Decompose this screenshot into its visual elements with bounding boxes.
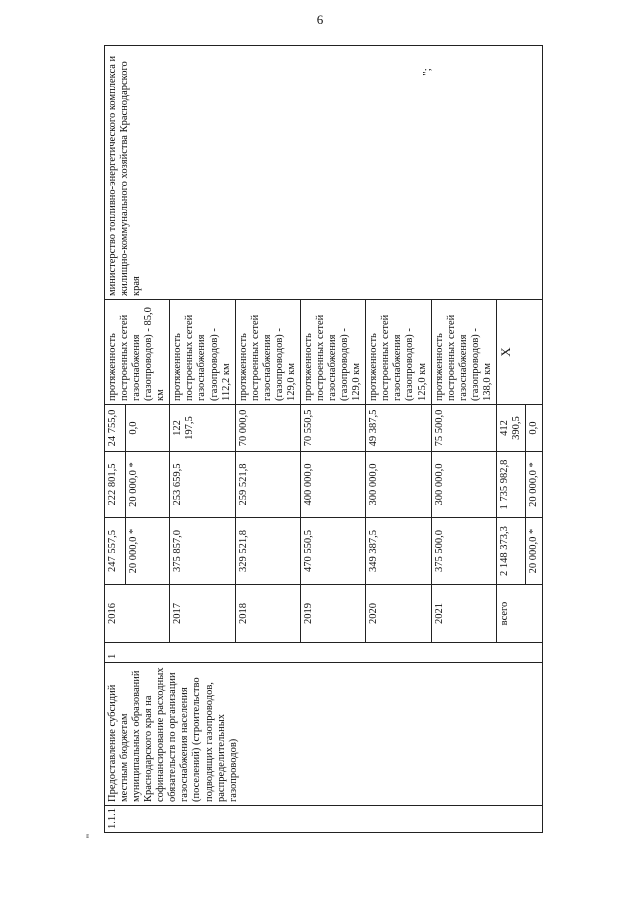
total-cell: 2 148 373,3 — [496, 518, 525, 585]
total-cell: 247 557,5 — [105, 518, 126, 585]
regional-cell: 1 735 982,8 — [496, 452, 525, 518]
status-cell: 1 — [105, 643, 543, 663]
year-cell: 2020 — [366, 585, 431, 643]
regional-cell: 300 000,0 — [366, 452, 431, 518]
result-cell: протяженность построенных сетей газоснабжения (газопроводов) - 112,2 км — [170, 300, 235, 405]
regional-cell: 400 000,0 — [300, 452, 365, 518]
local-cell: 24 755,0 — [105, 405, 126, 452]
page-number: 6 — [316, 12, 324, 27]
regional-cell: 253 659,5 — [170, 452, 235, 518]
year-cell: 2017 — [170, 585, 235, 643]
result-cell: протяженность построенных сетей газоснабжения (газопроводов) - 129,0 км — [300, 300, 365, 405]
result-cell: протяженность построенных сетей газоснабжения (газопроводов) - 85,0 км — [105, 300, 170, 405]
total-label: всего — [496, 585, 542, 643]
quote-mark-bottom: " — [84, 833, 97, 839]
year-cell: 2021 — [431, 585, 496, 643]
total-cell: 20 000,0 * — [526, 518, 543, 585]
total-cell: 375 500,0 — [431, 518, 496, 585]
local-cell: 70 550,5 — [300, 405, 365, 452]
rotated-table-area — [104, 46, 539, 833]
year-cell: 2018 — [235, 585, 300, 643]
regional-cell: 20 000,0 * — [526, 452, 543, 518]
local-cell: 122 197,5 — [170, 405, 235, 452]
total-cell: 375 857,0 — [170, 518, 235, 585]
result-cell: протяженность построенных сетей газоснабжения (газопроводов) - 125,0 км — [366, 300, 431, 405]
total-cell: 349 387,5 — [366, 518, 431, 585]
regional-cell: 20 000,0 * — [126, 452, 170, 518]
total-cell: 470 550,5 — [300, 518, 365, 585]
local-cell: 0,0 — [126, 405, 170, 452]
row-number: 1.1.1 — [105, 806, 543, 833]
quote-mark-top: "; — [420, 68, 433, 76]
program-table — [104, 45, 543, 833]
result-cell: протяженность построенных сетей газоснабжения (газопроводов) - 138,0 км — [431, 300, 496, 405]
total-cell: 20 000,0 * — [126, 518, 170, 585]
executor-cell: министерство топливно-энергетического комплекса и жилищно-коммунального хозяйства Краснодарского края — [105, 46, 543, 300]
result-cell: протяженность построенных сетей газоснабжения (газопроводов) - 129,0 км — [235, 300, 300, 405]
table-row — [105, 46, 126, 833]
total-cell: 329 521,8 — [235, 518, 300, 585]
regional-cell: 222 801,5 — [105, 452, 126, 518]
year-cell: 2016 — [105, 585, 170, 643]
local-cell: 0,0 — [526, 405, 543, 452]
regional-cell: 259 521,8 — [235, 452, 300, 518]
result-x-cell: X — [496, 300, 542, 405]
local-cell: 70 000,0 — [235, 405, 300, 452]
local-cell: 49 387,5 — [366, 405, 431, 452]
local-cell: 75 500,0 — [431, 405, 496, 452]
local-cell: 412 390,5 — [496, 405, 525, 452]
activity-name: Предоставление субсидий местным бюджетам муниципальных образований Краснодарского края на софинансирование расходных обязательств по организации газоснабжения населения (поселений) (строительство подводящих газопроводов, распределительных газопроводов) — [105, 663, 543, 806]
year-cell: 2019 — [300, 585, 365, 643]
regional-cell: 300 000,0 — [431, 452, 496, 518]
